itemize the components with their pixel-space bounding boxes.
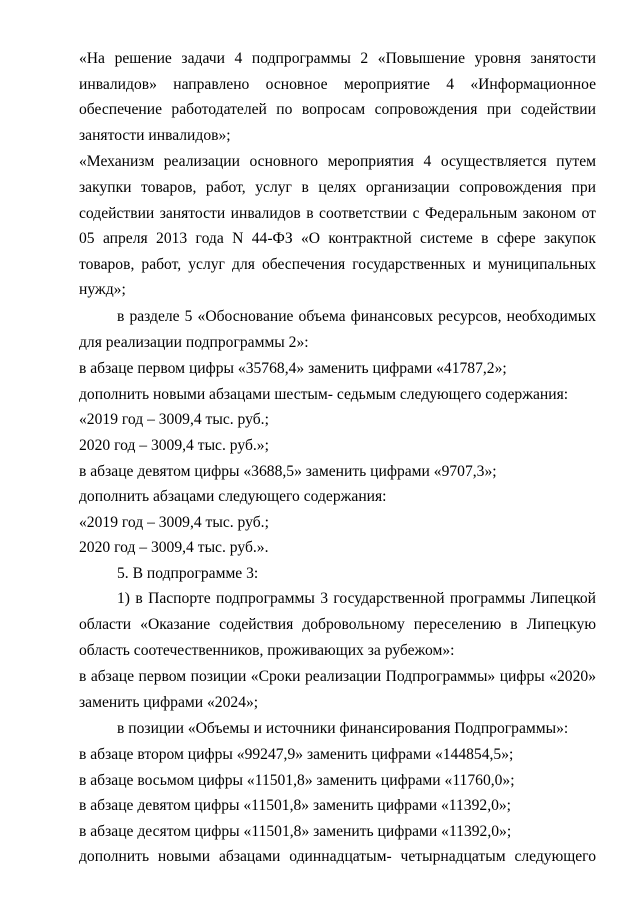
paragraph-2019-a: «2019 год – 3009,4 тыс. руб.; <box>79 411 269 429</box>
paragraph-abzac1: в абзаце первом цифры «35768,4» заменить цифрами «41787,2»; <box>79 360 507 378</box>
paragraph-add-11-14: дополнить новыми абзацами одиннадцатым- четырнадцатым следующего <box>79 848 596 866</box>
paragraph-abzac8: в абзаце восьмом цифры «11501,8» заменить цифрами «11760,0»; <box>79 771 515 789</box>
paragraph-2020-b: 2020 год – 3009,4 тыс. руб.». <box>79 539 269 557</box>
paragraph-subprogram3: 5. В подпрограмме 3: <box>117 564 259 582</box>
paragraph-section5: в разделе 5 «Обоснование объема финансовых ресурсов, необходимых для реализации подпрограммы 2»: <box>79 307 596 351</box>
paragraph-abzac9-b: в абзаце девятом цифры «11501,8» заменить цифрами «11392,0»; <box>79 797 512 815</box>
paragraph-abzac10: в абзаце десятом цифры «11501,8» заменить цифрами «11392,0»; <box>79 822 512 840</box>
document-page <box>79 46 596 871</box>
paragraph-abzac9: в абзаце девятом цифры «3688,5» заменить цифрами «9707,3»; <box>79 462 497 480</box>
paragraph-add-6-7: дополнить новыми абзацами шестым- седьмым следующего содержания: <box>79 385 569 403</box>
paragraph-terms: в абзаце первом позиции «Сроки реализации Подпрограммы» цифры «2020» заменить цифрами «2024»; <box>79 668 596 711</box>
paragraph-abzac2: в абзаце втором цифры «99247,9» заменить цифрами «144854,5»; <box>79 746 514 764</box>
paragraph-add-abzac: дополнить абзацами следующего содержания: <box>79 488 387 506</box>
paragraph-2019-b: «2019 год – 3009,4 тыс. руб.; <box>79 513 269 531</box>
paragraph-2020-a: 2020 год – 3009,4 тыс. руб.»; <box>79 436 269 454</box>
paragraph-task4-intro: «На решение задачи 4 подпрограммы 2 «Повышение уровня занятости инвалидов» направлено основное мероприятие 4 «Информационное обеспечение работодателей по вопросам сопровождения при содействии занятости инвалидов»; <box>79 50 596 144</box>
paragraph-financing: в позиции «Объемы и источники финансирования Подпрограммы»: <box>117 720 569 738</box>
paragraph-passport: 1) в Паспорте подпрограммы 3 государственной программы Липецкой области «Оказание содействия добровольному переселению в Липецкую область соотечественников, проживающих за рубежом»: <box>79 590 596 659</box>
paragraph-mechanism: «Механизм реализации основного мероприятия 4 осуществляется путем закупки товаров, работ, услуг в целях организации сопровождения при содействии занятости инвалидов в соответствии с Федеральным законом от 05 апреля 2013 года N 44-ФЗ «О контрактной системе в сфере закупок товаров, работ, услуг для обеспечения государственных и муниципальных нужд»; <box>79 153 596 299</box>
